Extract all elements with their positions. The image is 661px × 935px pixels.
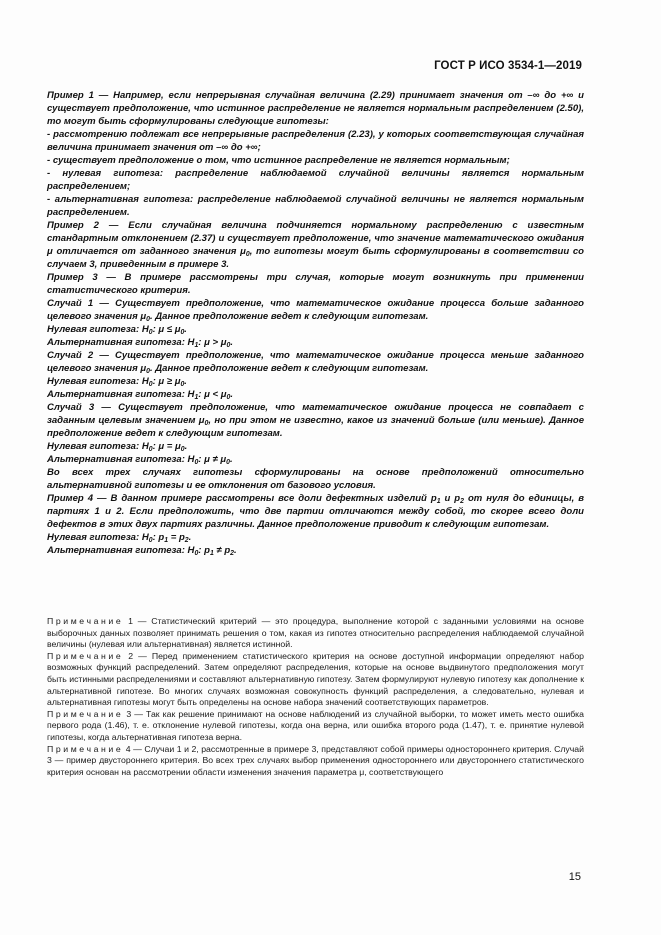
note-3: Примечание 3 — Так как решение принимают на основе наблюдений из случайной выборки, то может иметь место ошибка первого рода (1.46), т. е. отклонение нулевой гипотезы, когда она верна, или ошибка второго рода (1.47), т. е. принятие нулевой гипотезы, когда альтернативная гипотеза верна. — [47, 708, 584, 742]
alt-hypothesis-2: Альтернативная гипотеза: $H_1$: $\mu < \mu_0$. — [47, 389, 233, 402]
list-item: - рассмотрению подлежат все непрерывные распределения (2.23), у которых соответствующая случайная величина принимает значения от –∞ до +∞; — [47, 129, 584, 153]
case-2: Случай 2 — Существует предположение, что математическое ожидание процесса меньше заданного целевого значения $\mu_0$. Данное предположение ведет к следующим гипотезам. — [47, 350, 584, 376]
list-item: - альтернативная гипотеза: распределение наблюдаемой случайной величины не является нормальным распределением. — [47, 194, 584, 218]
null-hypothesis-1: Нулевая гипотеза: $H_0$: $\mu \le \mu_0$. — [47, 324, 187, 337]
note-4: Примечание 4 — Случаи 1 и 2, рассмотренные в примере 3, представляют собой примеры одностороннего критерия. Случай 3 — пример двустороннего критерия. Во всех трех случаях выбор применения одностороннего или двустороннего статистического критерия основан на рассмотрении области изменения значения параметра μ, соответствующего — [47, 743, 584, 777]
notes-section — [47, 616, 584, 778]
example-3: Пример 3 — В примере рассмотрены три случая, которые могут возникнуть при применении статистического критерия. — [47, 272, 584, 296]
example-4: Пример 4 — В данном примере рассмотрены все доли дефектных изделий $p_1$ и $p_2$ от нуля до единицы, в партиях 1 и 2. Если предположить, что две партии отличаются между собой, то скорее всего доли дефектов в этих двух партиях различны. Данное предположение приводит к следующим гипотезам. — [47, 493, 585, 530]
example-2: Пример 2 — Если случайная величина подчиняется нормальному распределению с известным стандартным отклонением (2.37) и существует предположение, что значение математического ожидания μ отличается от заданного значения $\mu_0$, то гипотезы могут быть сформулированы в соответствии со случаем 3, приведенным в примере 3. — [47, 220, 584, 270]
summary-paragraph: Во всех трех случаях гипотезы сформулированы на основе предположений относительно альтернативной гипотезы и ее отклонения от базового условия. — [47, 467, 584, 491]
case-3: Случай 3 — Существует предположение, что математическое ожидание процесса не совпадает с заданным целевым значением $\mu_0$, но при этом не известно, какое из значений больше (или меньше). Данное предположение ведет к следующим гипотезам. — [47, 402, 584, 439]
null-hypothesis-2: Нулевая гипотеза: $H_0$: $\mu \ge \mu_0$. — [47, 376, 187, 389]
example-1: Пример 1 — Например, если непрерывная случайная величина (2.29) принимает значения от –∞ до +∞ и существует предположение, что истинное распределение не является нормальным распределением (2.50), то могут быть сформулированы следующие гипотезы: — [47, 90, 584, 127]
note-2: Примечание 2 — Перед применением статистического критерия на основе доступной информации определяют набор возможных функций распределений. Затем определяют распределения, которые на основе выдвинутого предположения могут быть истинными распределениями и составляют альтернативную гипотезу. Затем формулируют нулевую гипотезу как дополнение к альтернативной гипотезе. Во многих случаях возможная совокупность функций распределения, а следовательно, нулевая и альтернативная гипотезы могут быть определены на основе набора значений соответствующих параметров. — [47, 650, 584, 708]
alt-hypothesis-1: Альтернативная гипотеза: $H_1$: $\mu > \mu_0$. — [47, 337, 233, 350]
null-hypothesis-3: Нулевая гипотеза: $H_0$: $\mu = \mu_0$. — [47, 441, 188, 454]
list-item: - нулевая гипотеза: распределение наблюдаемой случайной величины является нормальным распределением; — [47, 168, 584, 192]
note-1: Примечание 1 — Статистический критерий — это процедура, выполнение которой с заданными условиями на основе выборочных данных позволяет принимать решения о том, какая из гипотез относительно распределения наблюдаемой случайной величины (нулевая или альтернативная) является истинной. — [47, 616, 584, 650]
list-item: - существует предположение о том, что истинное распределение не является нормальным; — [47, 155, 510, 166]
alt-hypothesis-4: Альтернативная гипотеза: $H_0$: $p_1 \ne p_2$. — [47, 545, 237, 558]
null-hypothesis-4: Нулевая гипотеза: $H_0$: $p_1 = p_2$. — [47, 532, 192, 545]
case-1: Случай 1 — Существует предположение, что математическое ожидание процесса больше заданного целевого значения $\mu_0$. Данное предположение ведет к следующим гипотезам. — [47, 298, 584, 324]
alt-hypothesis-3: Альтернативная гипотеза: $H_0$: $\mu \ne \mu_0$. — [47, 454, 233, 467]
page-number: 15 — [568, 871, 581, 883]
main-text — [47, 89, 584, 557]
standard-header: ГОСТ Р ИСО 3534-1—2019 — [434, 60, 582, 72]
